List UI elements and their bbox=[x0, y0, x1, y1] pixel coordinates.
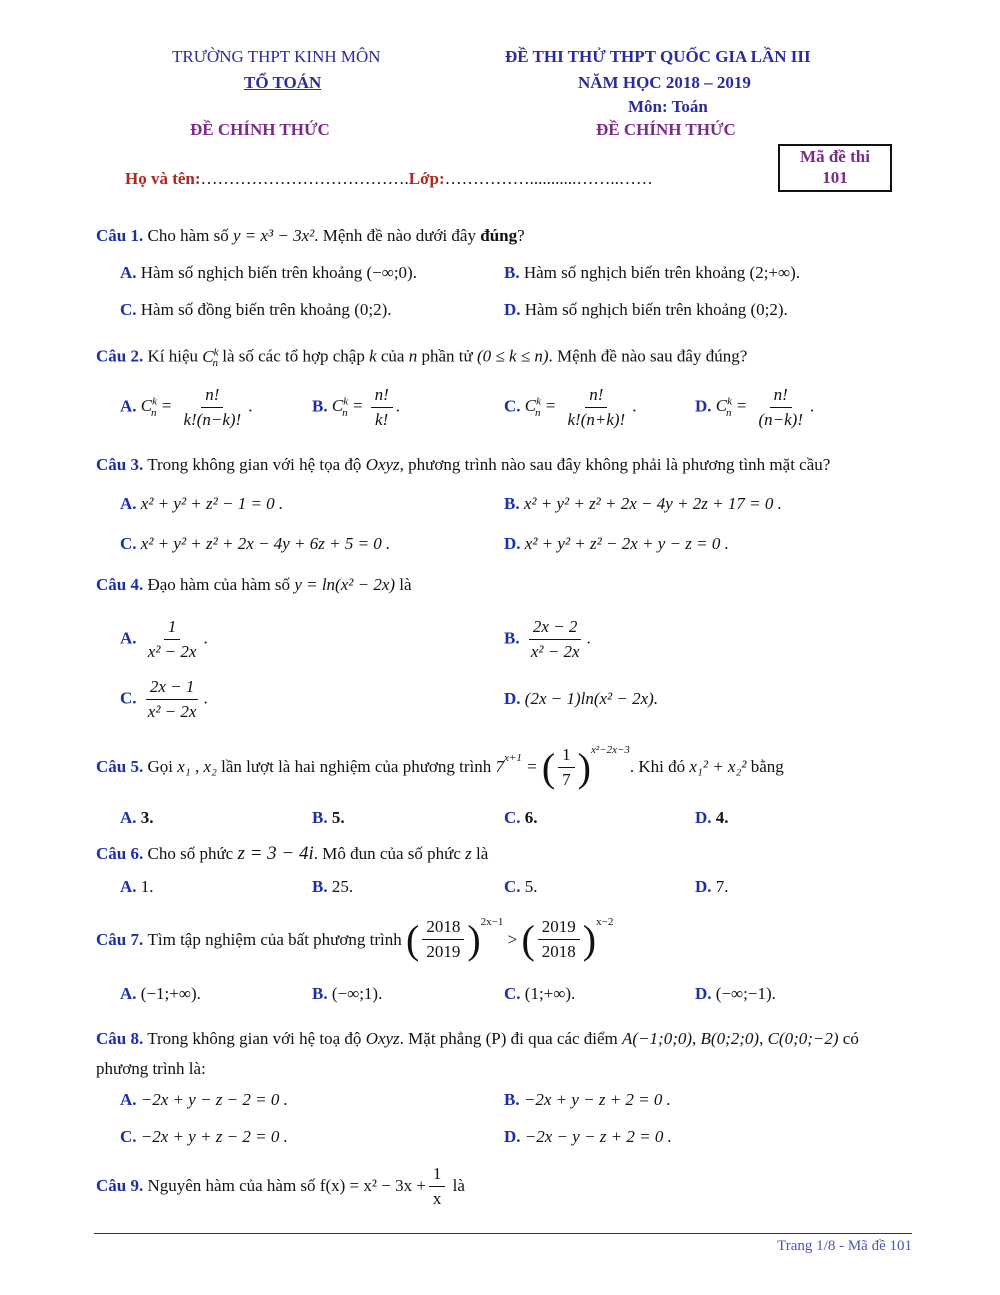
denominator: 2018 bbox=[541, 942, 576, 961]
exponent: x+1 bbox=[504, 751, 522, 764]
option-letter: D. bbox=[695, 877, 712, 896]
page-footer: Trang 1/8 - Mã đề 101 bbox=[777, 1238, 912, 1254]
fraction bbox=[144, 676, 201, 723]
option-letter: B. bbox=[312, 877, 328, 896]
exponent: x²−2x−3 bbox=[590, 743, 630, 756]
question-1 bbox=[96, 226, 525, 246]
footer-divider bbox=[94, 1233, 912, 1234]
option-text: Hàm số nghịch biến trên khoảng bbox=[524, 300, 747, 319]
option-letter: B. bbox=[504, 1090, 520, 1109]
point-a: A(−1;0;0) bbox=[622, 1029, 693, 1048]
option-value: (−∞;1). bbox=[331, 984, 383, 1003]
q3-option-a[interactable] bbox=[120, 494, 283, 514]
denominator: k!(n+k)! bbox=[567, 410, 626, 429]
option-value: 7. bbox=[715, 877, 729, 896]
inequality bbox=[406, 916, 613, 963]
student-info-line bbox=[125, 169, 653, 189]
option-letter: A. bbox=[120, 808, 137, 827]
var-z: z bbox=[465, 844, 472, 863]
option-math: (2;+∞). bbox=[749, 263, 801, 282]
denominator: k!(n−k)! bbox=[183, 410, 242, 429]
option-value: (1;+∞). bbox=[524, 984, 576, 1003]
q4-option-d[interactable] bbox=[504, 689, 658, 709]
numerator: 1 bbox=[429, 1163, 446, 1187]
q6-option-b[interactable] bbox=[312, 877, 353, 897]
sum-expression: x₁² + x₂² bbox=[689, 757, 747, 776]
open-paren: ( bbox=[541, 744, 556, 790]
question-text: Trong không gian với hệ toạ độ bbox=[147, 1029, 362, 1048]
question-text: Tìm tập nghiệm của bất phương trình bbox=[147, 929, 402, 949]
question-text: Gọi bbox=[147, 757, 173, 776]
option-letter: D. bbox=[504, 300, 521, 319]
numerator: 1 bbox=[164, 616, 181, 640]
official-label-right: ĐỀ CHÍNH THỨC bbox=[596, 120, 736, 139]
q6-option-a[interactable] bbox=[120, 877, 154, 897]
numerator: 2x − 1 bbox=[146, 676, 199, 700]
formula: y = ln(x² − 2x) bbox=[294, 575, 396, 594]
q8-option-d[interactable] bbox=[504, 1127, 672, 1147]
q6-option-d[interactable] bbox=[695, 877, 729, 897]
option-math: −2x − y − z + 2 = 0 . bbox=[524, 1127, 672, 1146]
denominator: (n−k)! bbox=[758, 410, 804, 429]
question-label: Câu 2. bbox=[96, 346, 144, 366]
q1-option-b[interactable] bbox=[504, 263, 800, 283]
option-math: −2x + y + z − 2 = 0 . bbox=[140, 1127, 288, 1146]
option-letter: C. bbox=[504, 984, 521, 1003]
base: 7 bbox=[495, 757, 505, 776]
question-label: Câu 6. bbox=[96, 844, 144, 863]
option-math: x² + y² + z² + 2x − 4y + 2z + 17 = 0 . bbox=[523, 494, 782, 513]
q8-option-a[interactable] bbox=[120, 1090, 288, 1110]
exam-code-value: 101 bbox=[822, 168, 848, 187]
option-value: 25. bbox=[331, 877, 354, 896]
question-text: Nguyên hàm của hàm số bbox=[147, 1176, 316, 1195]
subject-label: Môn: Toán bbox=[628, 97, 708, 116]
question-text: bằng bbox=[750, 757, 784, 776]
q4-option-c[interactable]: C. $\frac{2x - 1}{\text{x² − 2x}}$ . bbox=[120, 677, 208, 721]
q5-option-d[interactable] bbox=[695, 808, 729, 828]
question-8: Câu 8. Trong không gian với hệ toạ độ Oxyz. Mặt phẳng (P) đi qua các điểm A(−1;0;0), B(0;2;0), C(0;0;−2) có phương trình là: bbox=[96, 1029, 859, 1078]
option-math: (2x − 1)ln(x² − 2x). bbox=[524, 689, 659, 708]
coordinate-system: Oxyz bbox=[365, 455, 400, 474]
q4-option-b[interactable]: B. $\frac{2x - 2}{\text{x² − 2x}}$ . bbox=[504, 617, 591, 661]
question-4 bbox=[96, 575, 412, 595]
q7-option-a[interactable] bbox=[120, 984, 201, 1004]
option-math: x² + y² + z² − 2x + y − z = 0 . bbox=[524, 534, 729, 553]
exam-code-label: Mã đề thi bbox=[800, 147, 870, 166]
option-letter: A. bbox=[120, 628, 137, 648]
question-9 bbox=[96, 1162, 465, 1210]
numerator: 2019 bbox=[538, 916, 580, 940]
option-letter: B. bbox=[312, 808, 328, 827]
option-letter: A. bbox=[120, 494, 137, 513]
fraction bbox=[538, 916, 580, 963]
denominator: 2019 bbox=[426, 942, 461, 961]
denominator: k! bbox=[375, 410, 389, 429]
question-text: . Mệnh đề nào dưới đây bbox=[314, 226, 476, 245]
exponent: x−2 bbox=[596, 916, 614, 928]
q7-option-c[interactable] bbox=[504, 984, 575, 1004]
option-value: 3. bbox=[140, 808, 154, 827]
option-math: −2x + y − z − 2 = 0 . bbox=[140, 1090, 288, 1109]
q1-option-a[interactable] bbox=[120, 263, 417, 283]
question-text: của bbox=[380, 346, 405, 366]
question-text: Cho hàm số bbox=[147, 226, 229, 245]
option-letter: C. bbox=[120, 1127, 137, 1146]
option-letter: B. bbox=[504, 263, 520, 282]
q2-option-a[interactable]: A. $C^k_n$ = $\frac{n!}{k!(n-k)!}$ . bbox=[120, 385, 253, 429]
numerator: n! bbox=[201, 384, 223, 408]
denominator: x bbox=[432, 1188, 442, 1208]
option-value: 5. bbox=[524, 877, 538, 896]
question-6 bbox=[96, 843, 488, 865]
question-text: là số các tổ hợp chập bbox=[222, 346, 365, 366]
option-text: Hàm số nghịch biến trên khoảng bbox=[140, 263, 363, 282]
q1-option-d[interactable] bbox=[504, 300, 788, 320]
option-letter: C. bbox=[120, 688, 137, 708]
question-label: Câu 4. bbox=[96, 575, 144, 594]
option-letter: B. bbox=[312, 396, 328, 416]
option-letter: C. bbox=[504, 877, 521, 896]
fraction bbox=[527, 616, 584, 663]
combination-symbol: $C^k_n$ = bbox=[524, 395, 557, 419]
numerator: n! bbox=[371, 384, 393, 408]
denominator: x² − 2x bbox=[147, 642, 197, 661]
q3-option-c[interactable] bbox=[120, 534, 390, 554]
option-value: 4. bbox=[715, 808, 729, 827]
option-letter: D. bbox=[695, 984, 712, 1003]
option-text: Hàm số đồng biến trên khoảng bbox=[140, 300, 350, 319]
numerator: n! bbox=[770, 384, 792, 408]
option-letter: D. bbox=[504, 1127, 521, 1146]
q3-option-b[interactable] bbox=[504, 494, 782, 514]
option-letter: D. bbox=[695, 396, 712, 416]
fraction bbox=[755, 384, 808, 431]
numerator: n! bbox=[585, 384, 607, 408]
question-7 bbox=[96, 912, 613, 967]
q7-option-d[interactable] bbox=[695, 984, 776, 1004]
point-c: C(0;0;−2) bbox=[767, 1029, 839, 1048]
fraction bbox=[564, 384, 630, 431]
open-paren: ( bbox=[406, 917, 420, 962]
option-letter: A. bbox=[120, 396, 137, 416]
exam-title: ĐỀ THI THỬ THPT QUỐC GIA LẦN III bbox=[505, 47, 811, 66]
fraction bbox=[429, 1163, 446, 1210]
option-value: (−∞;−1). bbox=[715, 984, 776, 1003]
question-label: Câu 8. bbox=[96, 1029, 144, 1048]
fraction bbox=[180, 384, 246, 431]
option-value: 6. bbox=[524, 808, 538, 827]
formula: y = x³ − 3x² bbox=[232, 226, 315, 245]
question-label: Câu 9. bbox=[96, 1176, 144, 1195]
option-letter: D. bbox=[504, 689, 521, 708]
option-letter: B. bbox=[312, 984, 328, 1003]
official-label-left: ĐỀ CHÍNH THỨC bbox=[190, 120, 330, 139]
option-letter: C. bbox=[120, 534, 137, 553]
equation: 7 $^{x+1}$ = ( $\frac{1}{7}$ ) $^{x^2-2x-3}$ bbox=[495, 743, 630, 790]
var-n: n bbox=[408, 346, 418, 366]
question-text: ? bbox=[517, 226, 525, 245]
option-math: x² + y² + z² − 1 = 0 . bbox=[140, 494, 284, 513]
emphasis: đúng bbox=[480, 226, 518, 245]
option-value: 1. bbox=[140, 877, 154, 896]
question-text: Cho số phức bbox=[147, 844, 234, 863]
close-paren: ) bbox=[582, 917, 597, 962]
name-dots: ………………………………. bbox=[200, 169, 409, 188]
option-math: (−∞;0). bbox=[366, 263, 417, 282]
option-value: 5. bbox=[331, 808, 345, 827]
question-5 bbox=[96, 742, 784, 792]
numerator: 1 bbox=[558, 744, 575, 768]
question-text: Kí hiệu bbox=[147, 346, 199, 366]
option-letter: C. bbox=[504, 808, 521, 827]
question-text: phần tử bbox=[421, 346, 473, 366]
denominator: 7 bbox=[562, 769, 571, 789]
open-paren: ( bbox=[521, 917, 535, 962]
fraction bbox=[371, 384, 393, 431]
q5-option-c[interactable] bbox=[504, 808, 538, 828]
combination-symbol: $C^k_n$ = bbox=[331, 395, 364, 419]
denominator: x² − 2x bbox=[147, 702, 197, 721]
close-paren: ) bbox=[577, 744, 591, 790]
name-label: Họ và tên: bbox=[125, 169, 201, 188]
q3-option-d[interactable] bbox=[504, 534, 729, 554]
option-value: (−1;+∞). bbox=[140, 984, 201, 1003]
question-text: là bbox=[399, 575, 412, 594]
option-math: x² + y² + z² + 2x − 4y + 6z + 5 = 0 . bbox=[140, 534, 391, 553]
question-text: . Mặt phẳng (P) đi qua các điểm bbox=[399, 1029, 618, 1048]
q5-option-a[interactable] bbox=[120, 808, 154, 828]
combination-symbol: $C^k_n$ = bbox=[140, 395, 173, 419]
option-letter: A. bbox=[120, 263, 137, 282]
question-text: . Mô đun của số phức bbox=[313, 844, 461, 863]
q7-option-b[interactable] bbox=[312, 984, 382, 1004]
question-text: . Khi đó bbox=[629, 757, 686, 776]
question-text: là bbox=[476, 844, 489, 863]
option-letter: A. bbox=[120, 877, 137, 896]
close-paren: ) bbox=[467, 917, 481, 962]
q4-option-a[interactable]: A. $\frac{1}{\text{x² − 2x}}$ . bbox=[120, 617, 208, 661]
question-text: , phương trình nào sau đây không phải là phương tình mặt cầu? bbox=[399, 455, 831, 474]
option-math: (0;2). bbox=[750, 300, 788, 319]
q2-option-d[interactable]: D. $C^k_n$ = $\frac{n!}{(n-k)!}$ . bbox=[695, 385, 815, 429]
option-letter: C. bbox=[120, 300, 137, 319]
formula: f(x) = x² − 3x + bbox=[319, 1176, 426, 1195]
question-text: Trong không gian với hệ tọa độ bbox=[147, 455, 362, 474]
q1-option-c[interactable] bbox=[120, 300, 391, 320]
option-letter: D. bbox=[695, 808, 712, 827]
variables: x₁ , x₂ bbox=[177, 757, 217, 776]
question-label: Câu 7. bbox=[96, 929, 144, 949]
combination-symbol: $C^k_n$ bbox=[202, 346, 219, 370]
q2-option-b[interactable]: B. $C^k_n$ = $\frac{n!}{k!}$ . bbox=[312, 385, 400, 429]
option-letter: A. bbox=[120, 1090, 137, 1109]
question-2 bbox=[96, 346, 747, 369]
department-name: TỔ TOÁN bbox=[244, 73, 322, 92]
option-letter: C. bbox=[504, 396, 521, 416]
option-letter: D. bbox=[504, 534, 521, 553]
question-label: Câu 1. bbox=[96, 226, 144, 245]
option-math: −2x + y − z + 2 = 0 . bbox=[523, 1090, 671, 1109]
combination-symbol: $C^k_n$ = bbox=[715, 395, 748, 419]
question-3 bbox=[96, 455, 830, 475]
exam-code-box bbox=[778, 144, 892, 192]
numerator: 2018 bbox=[422, 916, 464, 940]
class-label: Lớp: bbox=[408, 169, 445, 188]
q6-option-c[interactable] bbox=[504, 877, 538, 897]
option-math: (0;2). bbox=[354, 300, 392, 319]
formula: z = 3 − 4i bbox=[237, 843, 314, 864]
coordinate-system: Oxyz bbox=[365, 1029, 400, 1048]
q5-option-b[interactable] bbox=[312, 808, 345, 828]
question-label: Câu 5. bbox=[96, 757, 144, 776]
question-label: Câu 3. bbox=[96, 455, 144, 474]
var-k: k bbox=[369, 346, 377, 366]
option-letter: B. bbox=[504, 494, 520, 513]
question-text: . Mệnh đề nào sau đây đúng? bbox=[548, 346, 748, 366]
question-text: là bbox=[452, 1176, 465, 1195]
option-text: Hàm số nghịch biến trên khoảng bbox=[523, 263, 746, 282]
q8-option-c[interactable] bbox=[120, 1127, 288, 1147]
numerator: 2x − 2 bbox=[529, 616, 582, 640]
denominator: x² − 2x bbox=[530, 642, 580, 661]
point-b: B(0;2;0) bbox=[700, 1029, 760, 1048]
class-dots: ……………...........……..…… bbox=[444, 169, 653, 188]
question-text: có phương trình là: bbox=[96, 1029, 859, 1078]
fraction bbox=[422, 916, 464, 963]
option-letter: A. bbox=[120, 984, 137, 1003]
q2-option-c[interactable]: C. $C^k_n$ = $\frac{n!}{k!(n+k)!}$ . bbox=[504, 385, 637, 429]
question-text: lần lượt là hai nghiệm của phương trình bbox=[221, 757, 492, 776]
fraction bbox=[144, 616, 201, 663]
condition: (0 ≤ k ≤ n) bbox=[476, 346, 549, 366]
option-letter: B. bbox=[504, 628, 520, 648]
q8-option-b[interactable] bbox=[504, 1090, 671, 1110]
fraction bbox=[558, 744, 575, 791]
school-year: NĂM HỌC 2018 – 2019 bbox=[578, 73, 751, 92]
school-name: TRƯỜNG THPT KINH MÔN bbox=[172, 47, 381, 66]
exponent: 2x−1 bbox=[480, 916, 504, 928]
operator: > bbox=[507, 929, 518, 949]
question-text: Đạo hàm của hàm số bbox=[147, 575, 291, 594]
